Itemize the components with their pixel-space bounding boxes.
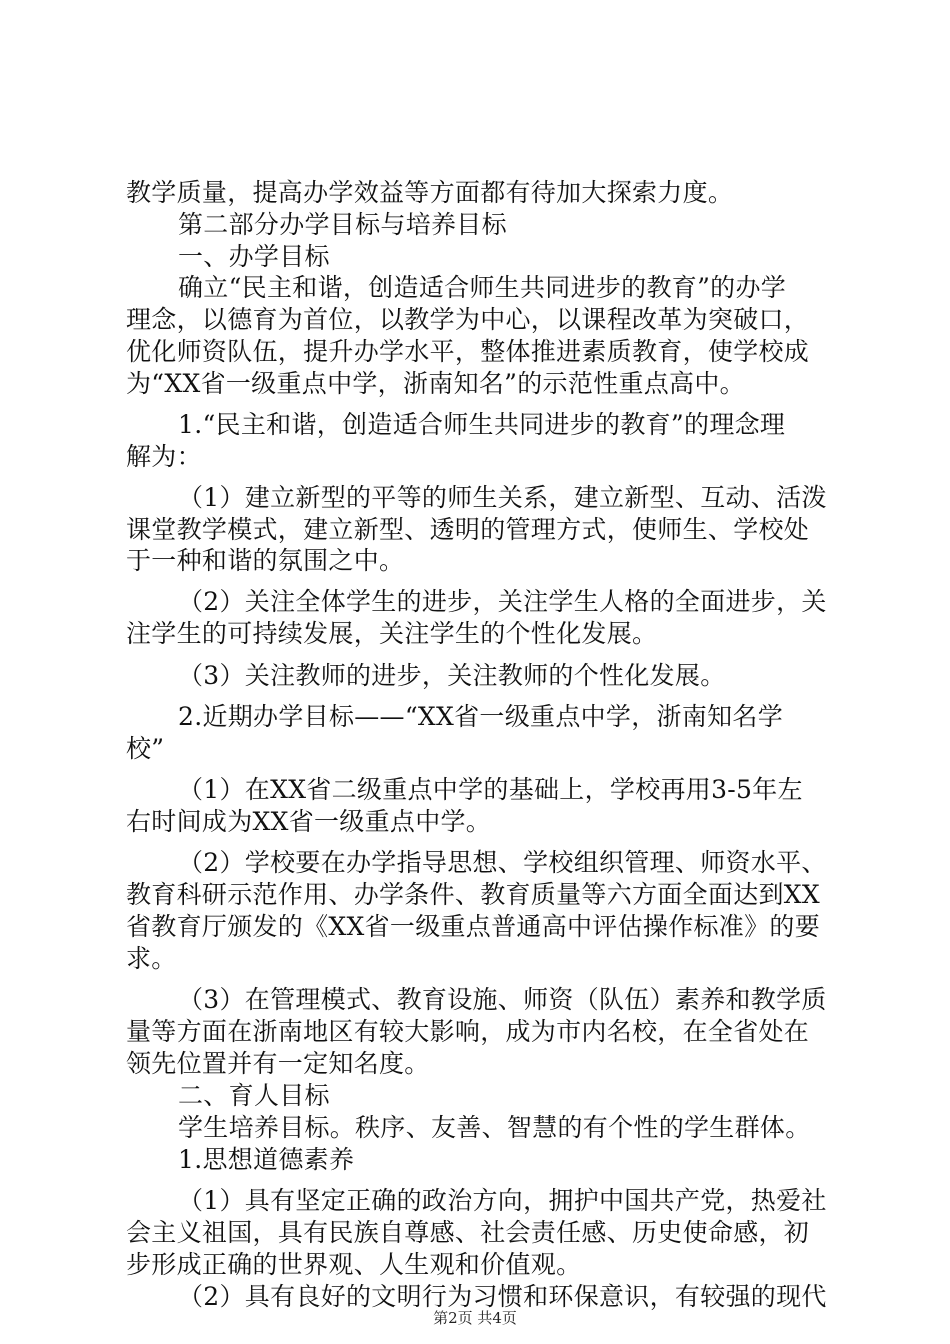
text-line-15: （3）关注教师的进步，关注教师的个性化发展。 <box>178 661 726 690</box>
text-line-25: 量等方面在浙南地区有较大影响，成为市内名校，在全省处在 <box>126 1017 810 1046</box>
text-line-7: 为“XX省一级重点中学，浙南知名”的示范性重点高中。 <box>126 369 745 398</box>
text-line-20: （2）学校要在办学指导思想、学校组织管理、师资水平、 <box>178 848 827 877</box>
text-line-31: 会主义祖国，具有民族自尊感、社会责任感、历史使命感，初 <box>126 1218 810 1247</box>
text-line-8: 1.“民主和谐，创造适合师生共同进步的教育”的理念理 <box>178 410 786 439</box>
text-line-23: 求。 <box>126 944 177 973</box>
subheading-1: 一、办学目标 <box>178 242 330 271</box>
text-line-32: 步形成正确的世界观、人生观和价值观。 <box>126 1250 582 1279</box>
text-line-5: 理念，以德育为首位，以教学为中心，以课程改革为突破口， <box>126 305 810 334</box>
text-line-6: 优化师资队伍，提升办学水平，整体推进素质教育，使学校成 <box>126 337 810 366</box>
text-line-9: 解为： <box>126 442 202 471</box>
text-line-22: 省教育厅颁发的《XX省一级重点普通高中评估操作标准》的要 <box>126 912 820 941</box>
text-line-26: 领先位置并有一定知名度。 <box>126 1049 430 1078</box>
subheading-2: 二、育人目标 <box>178 1081 330 1110</box>
text-line-18: （1）在XX省二级重点中学的基础上，学校再用3-5年左 <box>178 775 803 804</box>
text-line-33: （2）具有良好的文明行为习惯和环保意识，有较强的现代 <box>178 1282 827 1311</box>
text-line-19: 右时间成为XX省一级重点中学。 <box>126 807 492 836</box>
text-line-4: 确立“民主和谐，创造适合师生共同进步的教育”的办学 <box>178 273 787 302</box>
text-line-16: 2.近期办学目标——“XX省一级重点中学，浙南知名学 <box>178 702 784 731</box>
text-line-14: 注学生的可持续发展，关注学生的个性化发展。 <box>126 619 658 648</box>
text-line-30: （1）具有坚定正确的政治方向，拥护中国共产党，热爱社 <box>178 1186 827 1215</box>
text-line-28: 学生培养目标。秩序、友善、智慧的有个性的学生群体。 <box>178 1113 811 1142</box>
text-line-1: 教学质量，提高办学效益等方面都有待加大探索力度。 <box>126 178 734 207</box>
page-number-footer: 第2页 共4页 <box>433 1309 517 1327</box>
text-line-11: 课堂教学模式，建立新型、透明的管理方式，使师生、学校处 <box>126 515 810 544</box>
text-line-29: 1.思想道德素养 <box>178 1145 355 1174</box>
text-line-13: （2）关注全体学生的进步，关注学生人格的全面进步，关 <box>178 587 827 616</box>
text-line-12: 于一种和谐的氛围之中。 <box>126 546 405 575</box>
text-line-21: 教育科研示范作用、办学条件、教育质量等六方面全面达到XX <box>126 880 820 909</box>
text-line-24: （3）在管理模式、教育设施、师资（队伍）素养和教学质 <box>178 985 827 1014</box>
text-line-17: 校” <box>126 734 165 763</box>
section-heading: 第二部分办学目标与培养目标 <box>178 210 507 239</box>
text-line-10: （1）建立新型的平等的师生关系，建立新型、互动、活泼 <box>178 483 827 512</box>
